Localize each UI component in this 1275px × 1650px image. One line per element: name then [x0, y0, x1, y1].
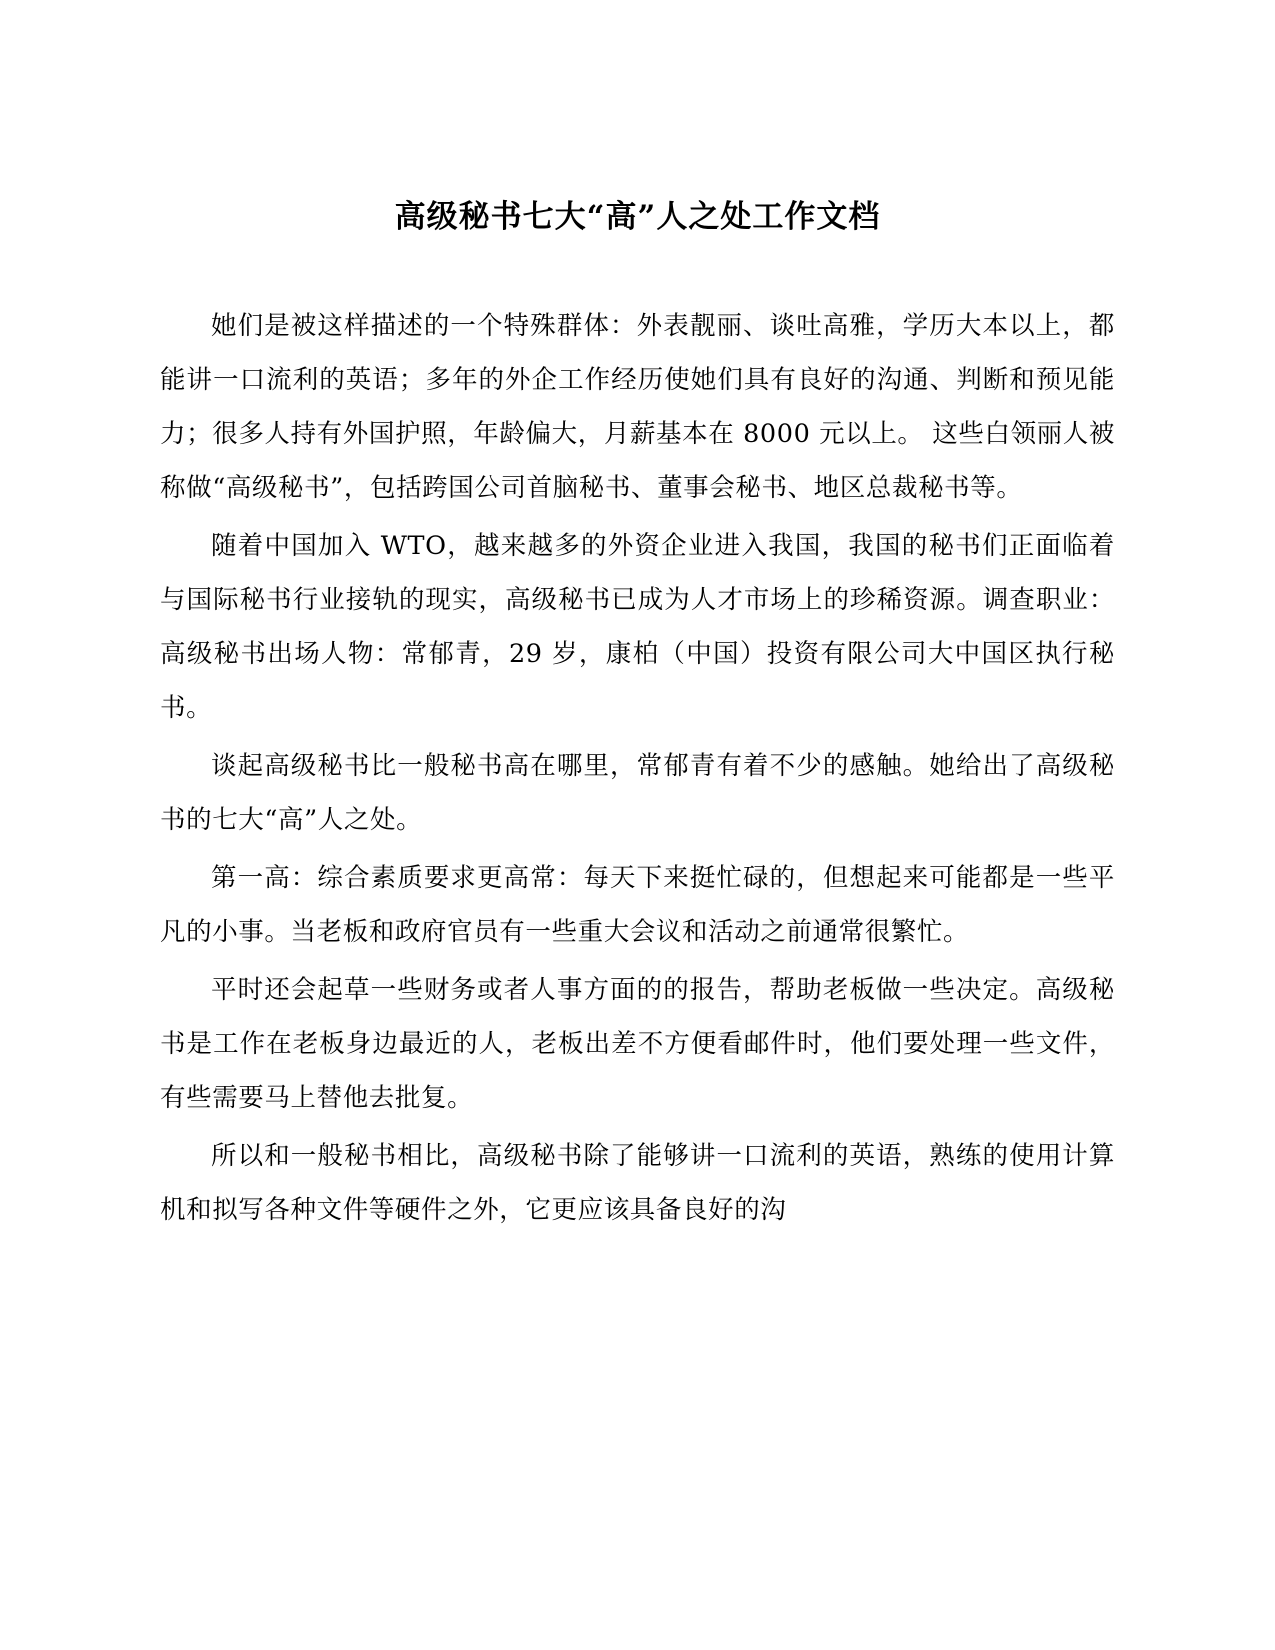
paragraph: 她们是被这样描述的一个特殊群体：外表靓丽、谈吐高雅，学历大本以上，都能讲一口流利的英语；多年的外企工作经历使她们具有良好的沟通、判断和预见能力；很多人持有外国护照，年龄偏大，月薪基本在 8000 元以上。 这些白领丽人被称做“高级秘书”，包括跨国公司首脑秘书、董事会秘书、地区总裁秘书等。: [160, 311, 1115, 504]
paragraph: 平时还会起草一些财务或者人事方面的的报告，帮助老板做一些决定。高级秘书是工作在老板身边最近的人，老板出差不方便看邮件时，他们要处理一些文件，有些需要马上替他去批复。: [160, 975, 1115, 1114]
paragraph: 所以和一般秘书相比，高级秘书除了能够讲一口流利的英语，熟练的使用计算机和拟写各种文件等硬件之外，它更应该具备良好的沟: [160, 1141, 1115, 1226]
paragraph: 第一高：综合素质要求更高常：每天下来挺忙碌的，但想起来可能都是一些平凡的小事。当老板和政府官员有一些重大会议和活动之前通常很繁忙。: [160, 863, 1115, 948]
paragraph: 谈起高级秘书比一般秘书高在哪里，常郁青有着不少的感触。她给出了高级秘书的七大“高”人之处。: [160, 751, 1115, 836]
page-title: 高级秘书七大“高”人之处工作文档: [394, 199, 881, 235]
paragraph: 随着中国加入 WTO，越来越多的外资企业进入我国，我国的秘书们正面临着与国际秘书行业接轨的现实，高级秘书已成为人才市场上的珍稀资源。调查职业：高级秘书出场人物：常郁青，29 岁，康柏（中国）投资有限公司大中国区执行秘书。: [160, 531, 1115, 724]
document-body: [160, 299, 1115, 1237]
